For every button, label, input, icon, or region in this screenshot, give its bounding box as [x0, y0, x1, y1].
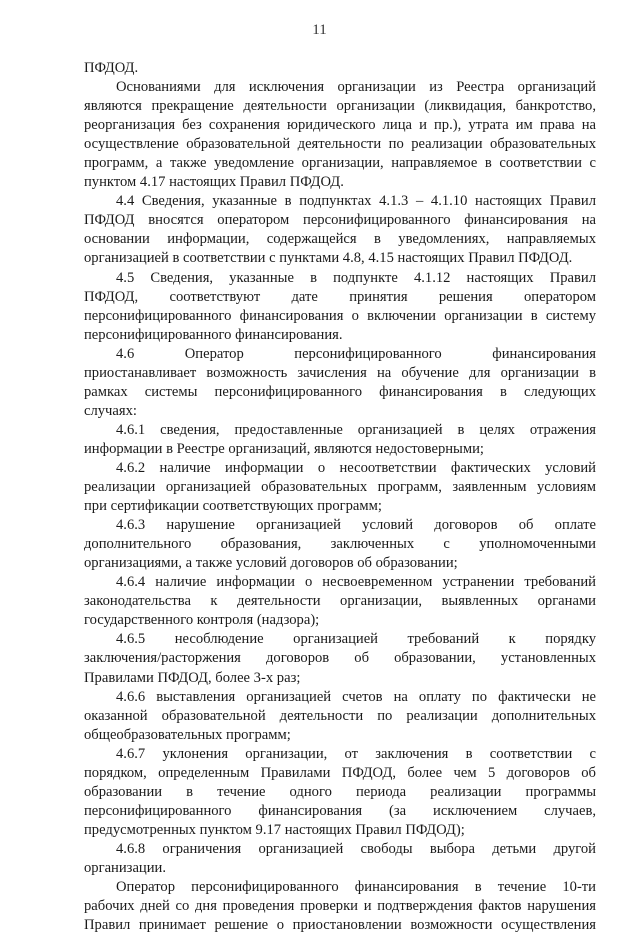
text-line: общеобразовательных программ; [84, 726, 291, 743]
document-body [84, 59, 596, 935]
text-line: организациями, а также условий договоров об образовании; [84, 555, 458, 572]
text-line: 4.5 Сведения, указанные в подпункте 4.1.12 настоящих Правил [116, 269, 596, 286]
text-line: рамках системы персонифицированного финансирования в следующих [84, 383, 596, 400]
text-line: персонифицированного финансирования о включении организации в систему [84, 307, 596, 324]
text-line: являются прекращение деятельности организации (ликвидация, банкротство, [84, 98, 596, 115]
text-line: дополнительного образования, заключенных с уполномоченными [84, 536, 596, 553]
text-line: ПФДОД. [84, 60, 139, 76]
text-line: осуществление образовательной деятельности по реализации образовательных [84, 136, 596, 153]
text-line: 4.6.7 уклонения организации, от заключения в соответствии с [116, 745, 596, 762]
text-line: при сертификации соответствующих программ; [84, 498, 382, 515]
text-line: государственного контроля (надзора); [84, 612, 320, 629]
text-line: Оператор персонифицированного финансирования в течение 10-ти [116, 879, 596, 896]
text-line: персонифицированного финансирования (за исключением случаев, [84, 802, 596, 819]
text-line: персонифицированного финансирования. [84, 326, 343, 343]
text-line: Правилами ПФДОД, более 3-х раз; [84, 669, 301, 686]
text-line: пунктом 4.17 настоящих Правил ПФДОД. [84, 174, 344, 191]
text-line: 4.4 Сведения, указанные в подпунктах 4.1.3 – 4.1.10 настоящих Правил [116, 193, 596, 210]
text-line: приостанавливает возможность зачисления на обучение для организации в [84, 364, 596, 381]
text-line: законодательства к деятельности организации, выявленных органами [84, 593, 596, 610]
text-line: 4.6.1 сведения, предоставленные организацией в целях отражения [116, 421, 596, 438]
text-line: информации в Реестре организаций, являются недостоверными; [84, 440, 484, 457]
text-line: 4.6 Оператор персонифицированного финансирования [116, 345, 596, 362]
text-line: рабочих дней со дня проведения проверки и подтверждения фактов нарушения [84, 898, 596, 915]
text-line: 4.6.3 нарушение организацией условий договоров об оплате [116, 517, 596, 534]
text-line: реализации организацией образовательных программ, заявленным условиям [84, 479, 596, 496]
text-line: Правил принимает решение о приостановлении возможности осуществления [84, 917, 596, 934]
text-line: образовании в течение одного периода реализации программы [84, 783, 596, 800]
text-line: случаях: [84, 402, 137, 419]
text-line: ПФДОД, соответствуют дате принятия решения оператором [84, 288, 596, 305]
text-line: заключения/расторжения договоров об образовании, установленных [84, 650, 596, 667]
text-line: организации. [84, 859, 166, 876]
text-line: 4.6.5 несоблюдение организацией требований к порядку [116, 631, 596, 648]
text-line: предусмотренных пунктом 9.17 настоящих Правил ПФДОД); [84, 821, 465, 838]
text-line: Основаниями для исключения организации из Реестра организаций [116, 79, 596, 96]
text-line: 4.6.8 ограничения организацией свободы выбора детьми другой [116, 840, 596, 857]
page-number: 11 [312, 22, 327, 38]
text-line: реорганизация без сохранения юридического лица и пр.), утрата им права на [84, 117, 596, 134]
text-line: программ, а также уведомление организации, направляемое в соответствии с [84, 155, 596, 172]
text-line: ПФДОД вносятся оператором персонифицированного финансирования на [84, 212, 596, 229]
text-line: 4.6.6 выставления организацией счетов на оплату по фактически не [116, 688, 596, 705]
text-line: основании информации, содержащейся в уведомлениях, направляемых [84, 231, 596, 248]
text-line: 4.6.4 наличие информации о несвоевременном устранении требований [116, 574, 596, 591]
text-line: организацией в соответствии с пунктами 4.8, 4.15 настоящих Правил ПФДОД. [84, 250, 573, 267]
text-line: 4.6.2 наличие информации о несоответствии фактических условий [116, 459, 596, 476]
text-line: порядком, определенным Правилами ПФДОД, более чем 5 договоров об [84, 764, 596, 781]
text-line: оказанной образовательной деятельности по реализации дополнительных [84, 707, 596, 724]
